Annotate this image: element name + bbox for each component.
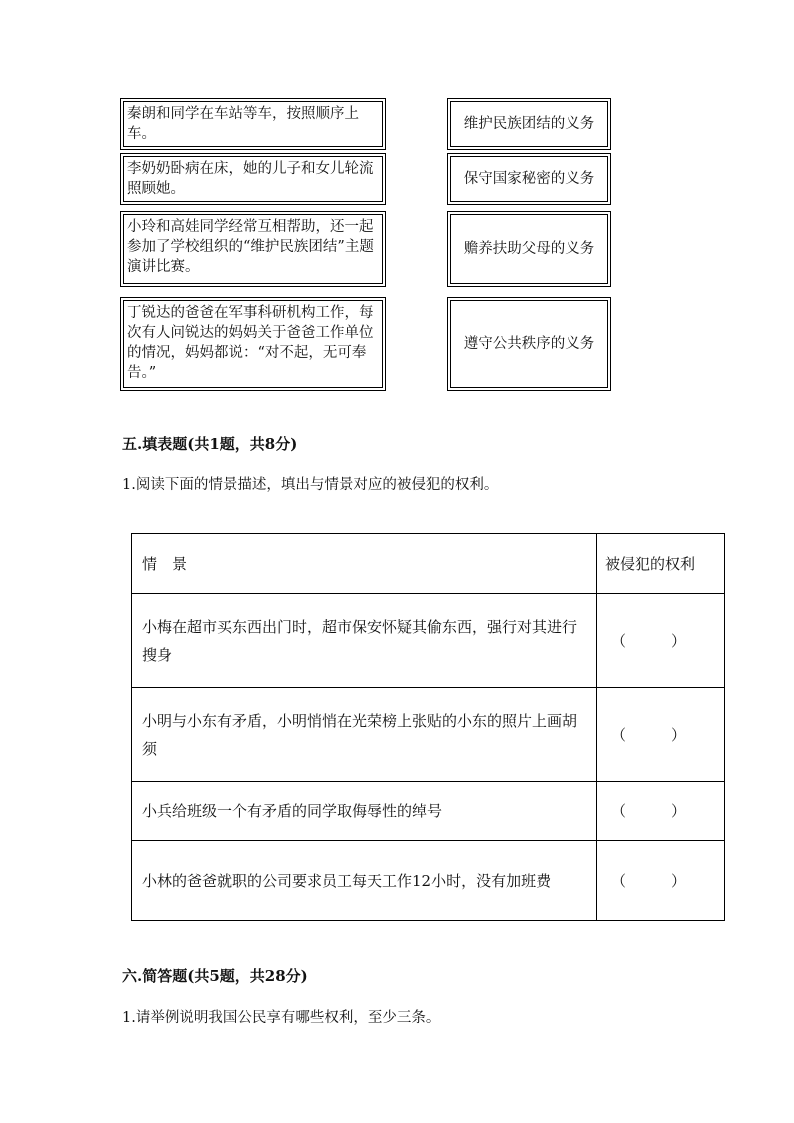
match-right-3 bbox=[450, 214, 608, 284]
match-right-2 bbox=[450, 156, 608, 202]
table-row bbox=[132, 688, 725, 782]
match-left-1 bbox=[123, 101, 383, 147]
scene-cell: 小梅在超市买东西出门时，超市保安怀疑其偷东西，强行对其进行搜身 bbox=[132, 594, 597, 688]
blank-parentheses: （ ） bbox=[611, 802, 687, 820]
answer-blank[interactable] bbox=[597, 594, 725, 688]
match-right-4 bbox=[450, 300, 608, 388]
blank-parentheses: （ ） bbox=[611, 631, 687, 650]
match-left-text: 李奶奶卧病在床，她的儿子和女儿轮流照顾她。 bbox=[127, 161, 374, 197]
scene-cell: 小兵给班级一个有矛盾的同学取侮辱性的绰号 bbox=[132, 782, 597, 841]
match-left-text: 秦朗和同学在车站等车，按照顺序上车。 bbox=[127, 106, 359, 142]
scene-cell: 小明与小东有矛盾，小明悄悄在光荣榜上张贴的小东的照片上画胡须 bbox=[132, 688, 597, 782]
header-violated-right: 被侵犯的权利 bbox=[597, 534, 725, 594]
match-left-text: 小玲和高娃同学经常互相帮助，还一起参加了学校组织的“维护民族团结”主题演讲比赛。 bbox=[127, 219, 374, 275]
blank-parentheses: （ ） bbox=[611, 871, 687, 890]
match-left-4 bbox=[123, 300, 383, 388]
match-right-text: 遵守公共秩序的义务 bbox=[463, 336, 595, 352]
section-5-title: 五.填表题(共1题，共8分) bbox=[122, 435, 298, 453]
table-row bbox=[132, 594, 725, 688]
match-right-text: 维护民族团结的义务 bbox=[463, 116, 595, 132]
section-6-title: 六.简答题(共5题，共28分) bbox=[122, 967, 308, 985]
match-right-text: 赡养扶助父母的义务 bbox=[463, 241, 595, 257]
scene-cell: 小林的爸爸就职的公司要求员工每天工作12小时，没有加班费 bbox=[132, 841, 597, 921]
match-left-text: 丁锐达的爸爸在军事科研机构工作，每次有人问锐达的妈妈关于爸爸工作单位的情况，妈妈都说：“对不起，无可奉告。” bbox=[127, 305, 374, 381]
match-right-text: 保守国家秘密的义务 bbox=[463, 171, 595, 187]
section-6-question: 1.请举例说明我国公民享有哪些权利，至少三条。 bbox=[122, 1010, 441, 1026]
table-header-row bbox=[132, 534, 725, 594]
header-scene: 情 景 bbox=[132, 534, 597, 594]
table-row bbox=[132, 782, 725, 841]
answer-blank[interactable] bbox=[597, 782, 725, 841]
match-left-2 bbox=[123, 156, 383, 202]
table-row bbox=[132, 841, 725, 921]
answer-blank[interactable] bbox=[597, 841, 725, 921]
match-left-3 bbox=[123, 214, 383, 284]
fill-table bbox=[131, 533, 725, 921]
section-5-question: 1.阅读下面的情景描述，填出与情景对应的被侵犯的权利。 bbox=[122, 477, 499, 493]
answer-blank[interactable] bbox=[597, 688, 725, 782]
blank-parentheses: （ ） bbox=[611, 725, 687, 744]
match-right-1 bbox=[450, 101, 608, 147]
